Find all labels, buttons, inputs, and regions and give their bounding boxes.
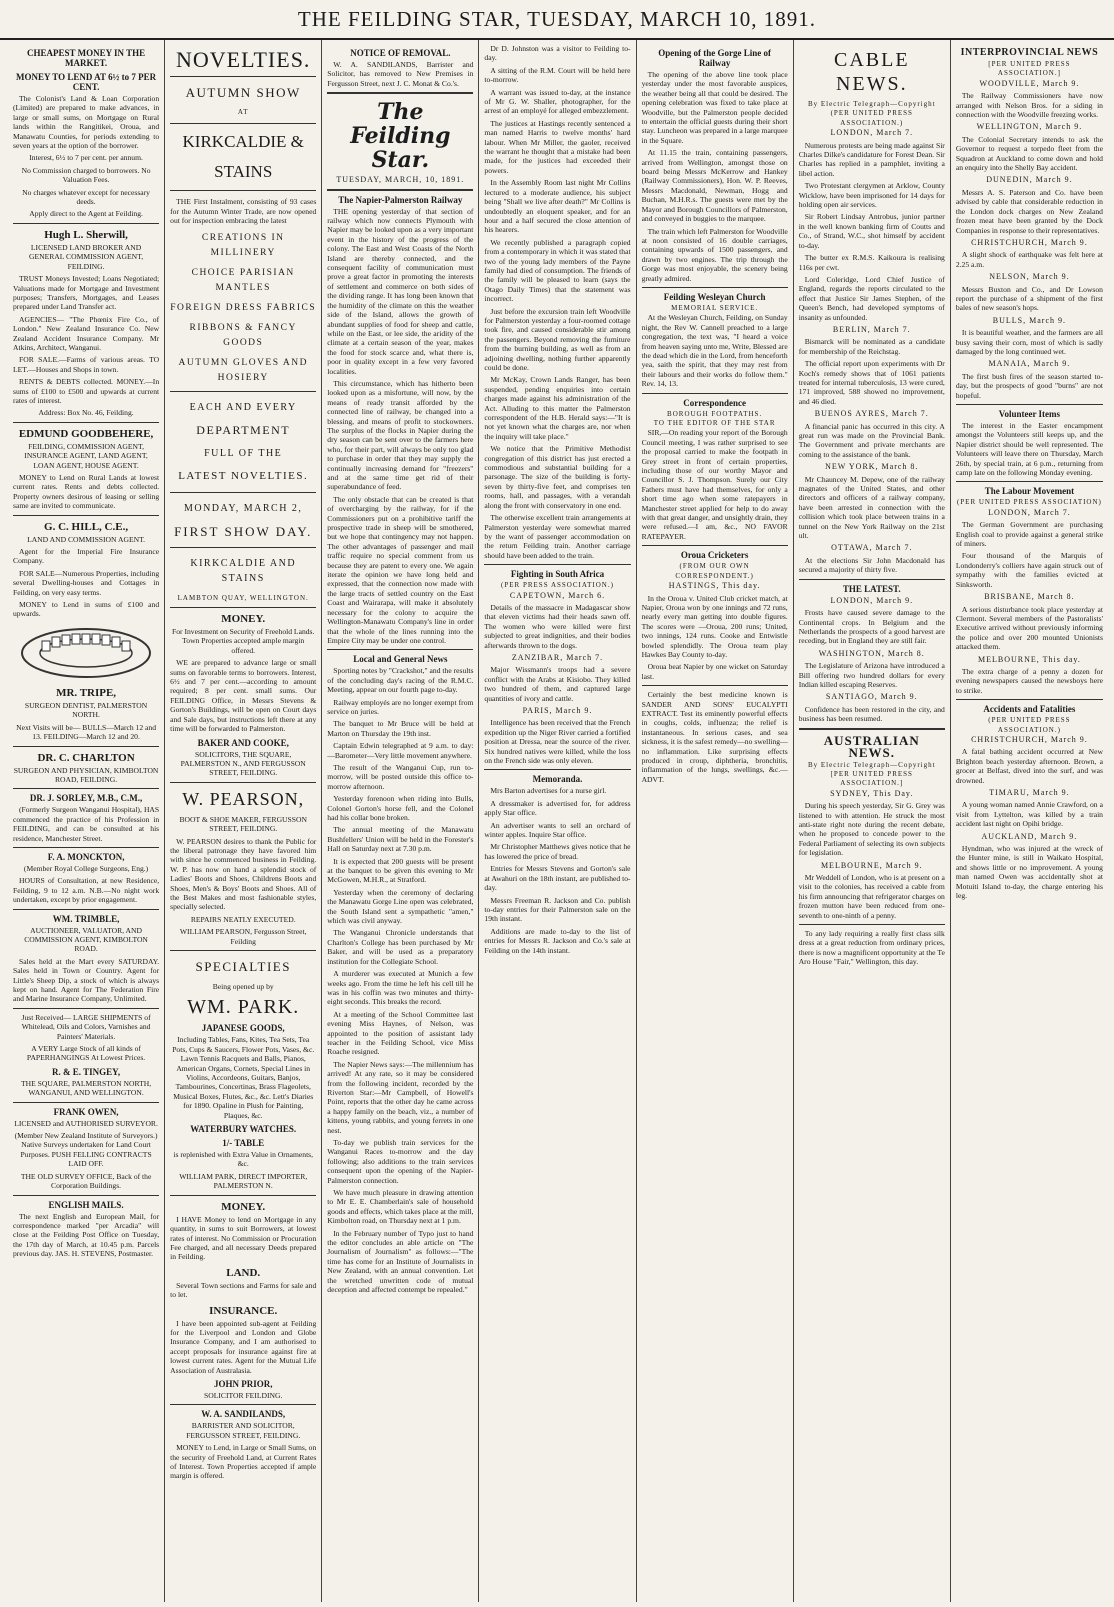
latest-dateline: SANTIAGO, March 9. xyxy=(825,692,918,702)
divider xyxy=(13,746,159,747)
cable-item: The official report upon experiments with Dr Koch's remedy shows that of 1061 patients treated for internal tuberculosis, 13 were cured, 171 improved, 588 showed no improvement, and 46 died. xyxy=(798,359,945,406)
waterbury: WATERBURY WATCHES. xyxy=(190,1124,297,1135)
accidents-item: A fatal bathing accident occurred at New Brighton beach yesterday afternoon. Brown, a grocer at Belfast, dived into the surf, and was drowned. xyxy=(955,747,1103,785)
accidents-dateline: AUCKLAND, March 9. xyxy=(981,831,1078,841)
cable-item: At the elections Sir John Macdonald has secured a majority of thirty five. xyxy=(798,555,945,575)
novelties-heading: NOVELTIES. xyxy=(175,47,311,72)
commission-line: No Commission charged to borrowers. No Valuation Fees. xyxy=(21,165,151,185)
tripe-title: SURGEON DENTIST, PALMERSTON NORTH. xyxy=(24,700,148,720)
news-item: Just before the excursion train left Woodville for Palmerston yesterday a four-roomed cottage took fire, and caused considerable stir among the passengers. Beyond removing the furniture from the burning building, as well as from an adjoining dwelling, nothing further apparently could be done. xyxy=(484,306,631,372)
aus-dateline: MELBOURNE, March 9. xyxy=(820,860,923,870)
sandilands-paragraph: MONEY to Lend, in Large or Small Sums, on the security of Freehold Land, at Current Rates of Interest. Town Properties accepted if ample margin is offered. xyxy=(170,1443,317,1481)
masthead xyxy=(0,0,1114,40)
local-item: Yesterday forenoon when riding into Bulls, Colonel Gorton's horse fell, and the Colonel had his collar bone broken. xyxy=(327,794,474,822)
latest-item: The Legislature of Arizona have introduced a Bill offering two hundred dollars for every Indian killed escaping Reserves. xyxy=(798,661,945,689)
divider xyxy=(170,391,316,392)
africa-dateline: PARIS, March 9. xyxy=(522,706,593,715)
paper-date: TUESDAY, MARCH, 10, 1891. xyxy=(336,175,465,185)
cable-dateline: NEW YORK, March 8. xyxy=(825,462,919,472)
tripe-visits: Next Visits will be— BULLS—March 12 and 13. FEILDING—March 12 and 20. xyxy=(16,722,157,742)
divider xyxy=(484,769,630,770)
money-heading: MONEY. xyxy=(221,613,266,626)
cable-item: Two Protestant clergymen at Arklow, County Wicklow, have been imprisoned for 14 days for holding open air services. xyxy=(798,181,945,210)
each-and-every: EACH AND EVERY xyxy=(189,401,297,413)
aus-source: [PER UNITED PRESS ASSOCIATION.] xyxy=(830,769,913,788)
labour-heading: The Labour Movement xyxy=(984,486,1075,497)
table-paragraph: is replenished with Extra Value in Ornaments, &c. xyxy=(173,1150,314,1169)
accidents-heading: Accidents and Fatalities xyxy=(983,704,1076,715)
news-item: Dr D. Johnston was a visitor to Feilding to-day. xyxy=(484,44,631,63)
divider xyxy=(327,649,473,650)
correspondence-to: TO THE EDITOR OF THE STAR xyxy=(653,419,776,427)
inter-dateline: NELSON, March 9. xyxy=(989,272,1070,282)
local-item: The Wanganui Chronicle understands that Charlton's College has been purchased by Mr Baker, and will be used as a preparatory institution for the Collegiate School. xyxy=(327,928,474,966)
money2-paragraph: I HAVE Money to lend on Mortgage in any quantity, in sums to suit Borrowers, at lowest rates of interest. No Commission or Procuration Fee charged, and all necessary Deeds prepared in Feilding. xyxy=(170,1214,317,1262)
column-3 xyxy=(322,40,479,1602)
memoranda-heading: Memoranda. xyxy=(532,774,583,785)
divider xyxy=(799,924,945,925)
africa-source: (PER PRESS ASSOCIATION.) xyxy=(501,581,614,590)
divider xyxy=(170,76,316,77)
charlton-title: SURGEON AND PHYSICIAN, KIMBOLTON ROAD, FEILDING. xyxy=(13,765,159,784)
cable-item: Lord Coleridge, Lord Chief Justice of England, regards the reports circulated to the effect that Justice Sir James Stephen, of the Queen's Bench, had developed symptoms of insanity as unfounded. xyxy=(798,274,945,322)
aus-item: Mr Weddell of London, who is at present on a visit to the colonies, has received a cable from his firm announcing that refrigerator charges on frozen mutton have been reduced from one-seventh to one-ninth of a penny. xyxy=(798,873,945,920)
oroua-heading: Oroua Cricketers xyxy=(680,550,749,561)
cable-source: (PER UNITED PRESS ASSOCIATION.) xyxy=(830,109,913,127)
inter-item: The Railway Commissioners have now arranged with Nelson Bros. for a siding in connection with the Woodville freezing works. xyxy=(955,91,1103,120)
divider xyxy=(170,950,316,951)
interprovincial-heading: INTERPROVINCIAL NEWS xyxy=(960,47,1099,58)
mails-heading: ENGLISH MAILS. xyxy=(48,1199,124,1210)
novelty-list xyxy=(170,231,316,386)
instalment-paragraph: THE First Instalment, consisting of 93 cases for the Autumn Winter Trade, are now opened out for inspection embracing the latest xyxy=(170,197,317,226)
autumn-show: AUTUMN SHOW xyxy=(185,85,301,100)
aus-item: During his speech yesterday, Sir G. Grey was listened to with attention. He struck the most anti-state right note during the recent debate, when he proposed to concede power to the Federal Parliament of selecting its own subjects for legislation. xyxy=(798,801,945,858)
trimble-paragraph: Sales held at the Mart every SATURDAY. Sales held in Town or Country. Agent for Little's Sheep Dip, a stock of which is always kept on hand. Agent for The Federation Fire and Marine Insurance Company, Unlimited. xyxy=(13,956,160,1004)
labour-item: The German Government are purchasing English coal to provide against a general strike of miners. xyxy=(955,520,1103,549)
news-item: A sitting of the R.M. Court will be held here to-morrow. xyxy=(484,65,631,85)
ks-address: LAMBTON QUAY, WELLINGTON. xyxy=(177,593,309,602)
cable-news-heading: CABLE NEWS. xyxy=(833,49,910,95)
news-item: A warrant was issued to-day, at the instance of Mr G. W. Shaller, photographer, for the arrest of an employé for alleged embezzlement. xyxy=(484,87,631,116)
money-investment: For Investment on Security of Freehold Lands. Town Properties accepted ample margin offered. xyxy=(172,627,315,655)
japanese-paragraph: Including Tables, Fans, Kites, Tea Sets, Tea Pots, Cups & Saucers, Flower Pots, Vases, &c. Lawn Tennis Racquets and Balls, Pianos, American Organs, Cornets, Special Lines in Violins, Accordeons, Guitars, Banjos, Tambourines, Concertinas, Brass Flageolets, Musical Boxes, Flutes, &c., &c. Lett's Diaries for 1890. Opaline in Plush for Painting, Plaques, &c. xyxy=(172,1035,315,1120)
local-item: A murderer was executed at Munich a few weeks ago. From the time he left his cell till he was in his coffin was two minutes and thirty-eight seconds. This breaks the record. xyxy=(327,969,474,1007)
cable-dateline: BERLIN, March 7. xyxy=(832,324,911,334)
charges-line: No charges whatever except for necessary deeds. xyxy=(22,187,150,207)
inter-dateline: WOODVILLE, March 9. xyxy=(979,78,1080,88)
sherwill-name: Hugh L. Sherwill, xyxy=(44,228,128,241)
memo-item: A dressmaker is advertised for, for address apply Star office. xyxy=(484,798,631,818)
pearson-repairs: REPAIRS NEATLY EXECUTED. xyxy=(190,914,296,924)
memo-item: An advertiser wants to sell an orchard of winter apples. Inquire Star office. xyxy=(484,820,631,840)
labour-item: A serious disturbance took place yesterday at Clermont. Several members of the Pastoralists' Executive arrived without previously informing the police and over 200 mounted Unionists attacked them. xyxy=(955,604,1103,652)
divider xyxy=(642,393,788,394)
apply-line: Apply direct to the Agent at Feilding. xyxy=(29,209,143,219)
owen-title: LICENSED and AUTHORISED SURVEYOR. xyxy=(14,1118,158,1128)
hill-sale: FOR SALE—Numerous Properties, including several Dwelling-houses and Cottages in Feilding, on very easy terms. xyxy=(13,568,160,597)
list-item: RIBBONS & FANCY GOODS xyxy=(189,322,297,348)
africa-paragraph: Details of the massacre in Madagascar show that eleven victims had their heads sawn off. The women who were killed were first subjected to great indignities, and their bodies afterwards thrown to the dogs. xyxy=(484,602,631,650)
railway-heading: The Napier-Palmerston Railway xyxy=(338,194,463,205)
local-news-heading: Local and General News xyxy=(353,654,448,665)
survey-office: THE OLD SURVEY OFFICE, Back of the Corporation Buildings. xyxy=(20,1171,152,1191)
local-item: The Napier News says:—The millennium has arrived! At any rate, so it may be considered from the following incident, recorded by the Riverton Star:—Mr Campbell, of Howell's Point, reports that the other day he came across a happy family on the beach, viz., a number of kittens, young rabbits, and young ferrets in one nest. xyxy=(327,1059,474,1135)
labour-dateline: LONDON, March 7. xyxy=(988,507,1071,517)
eucalypti-advertisement: Certainly the best medicine known is SANDER AND SONS' EUCALYPTI EXTRACT. Test its eminently powerful effects in coughs, colds, influenza; the relief is instantaneous. In serious cases, and sea sickness, it is the safest remedy—no swelling—no inflammation. Like surprising effects produced in croup, diphtheria, bronchitis, inflammation of the lungs, swellings, &c.—ADVT. xyxy=(641,690,788,784)
oroua-dateline: HASTINGS, This day. xyxy=(668,581,761,591)
local-item: We have much pleasure in drawing attention to Mr E. E. Chamberlain's sale of household goods and effects, which takes place at the mill, Kimbolton road, on Thursday next at 1 p.m. xyxy=(327,1188,474,1226)
divider xyxy=(327,189,473,191)
dentures-illustration xyxy=(16,625,156,681)
pearson-title: BOOT & SHOE MAKER, FERGUSSON STREET, FEILDING. xyxy=(179,814,307,834)
inter-item: A slight shock of earthquake was felt here at 2.25 a.m. xyxy=(955,250,1103,269)
japanese-goods: JAPANESE GOODS, xyxy=(201,1023,285,1034)
cable-item: Bismarck will be nominated as a candidate for membership of the Reichstag. xyxy=(798,337,945,356)
oroua-paragraph: In the Oroua v. United Club cricket match, at Napier, Oroua won by one innings and 72 runs, nearly every man getting into double figures. The scores were —Oroua, 200 runs; United, two innings, 124 runs. Cooke and Entwistle bowled splendidly. The Oroua team play Hawkes Bay County to-day. xyxy=(641,593,788,659)
volunteer-paragraph: The interest in the Easter encampment amongst the Volunteers still keeps up, and the Napier district should be well represented. The Volunteers will leave there on Thursday, March 26th, by special train, at 6 p.m., returning from camp late on the following Monday evening. xyxy=(955,421,1103,478)
local-item: Captain Edwin telegraphed at 9 a.m. to day:—Barometer—Very little movement anywhere. xyxy=(327,741,474,760)
column-2 xyxy=(165,40,322,1602)
divider xyxy=(13,223,159,224)
wesleyan-paragraph: At the Wesleyan Church, Feilding, on Sunday night, the Rev W. Cannell preached to a large congregation, the text was, "I heard a voice from heaven saying unto me, Write, Blessed are the dead which die in the Lord, from henceforth yea, saith the spirit, that they may rest from their labours and their works do follow them." Rev. 14, 13. xyxy=(641,313,788,389)
gorge-paragraph: The opening of the above line took place yesterday under the most favorable auspices, the weather being all that could be desired. The opening celebration was fixed to take place at Woodville, but the Palmerston people decided to entertain the official guests during their short stay. Luncheon was prepared in a large marquee in the Square. xyxy=(641,70,788,145)
trimble-name: WM. TRIMBLE, xyxy=(52,913,120,924)
removal-paragraph: W. A. SANDILANDS, Barrister and Solicitor, has removed to New Premises in Fergusson Street, next J. C. Monat & Co.'s. xyxy=(327,60,474,88)
inter-item: Messrs Buxton and Co., and Dr Lowson report the purchase of a shipment of the first bales of new season's hops. xyxy=(955,284,1103,313)
latest-item: Frosts have caused severe damage to the Continental crops. In Belgium and the Netherlands the prospects of a good harvest are receding, but in England they are still fair. xyxy=(798,608,945,646)
paper-title: The Feilding Star. xyxy=(350,99,451,174)
list-item: AUTUMN GLOVES AND HOSIERY xyxy=(178,357,308,383)
accidents-item: A young woman named Annie Crawford, on a visit from Lyttelton, was killed by a train accident last night on Opihi bridge. xyxy=(955,800,1103,829)
cable-dateline: LONDON, March 7. xyxy=(830,128,914,138)
removal-heading: NOTICE OF REMOVAL. xyxy=(350,48,451,58)
just-received: Just Received— LARGE SHIPMENTS of Whitelead, Oils and Colors, Varnishes and Painters' Materials. xyxy=(21,1012,151,1041)
divider xyxy=(170,607,316,608)
news-item: Mr McKay, Crown Lands Ranger, has been suspended, pending enquiries into certain charges made against his administration of the Act. Alluding to this matter the Palmerston correspondent of the H.B. Herald says:—"It is not yet known what the charges are, nor when the inquiry will take place." xyxy=(484,375,631,441)
labour-dateline: MELBOURNE, This day. xyxy=(977,654,1081,664)
hill-name: G. C. HILL, C.E., xyxy=(44,520,129,533)
sherwill-title: LICENSED LAND BROKER AND GENERAL COMMISSION AGENT, FEILDING. xyxy=(29,242,144,271)
mails-paragraph: The next English and European Mail, for correspondence marked "per Arcadia" will close at the Feilding Post Office on Tuesday, the 17th day of March, at 10.45 p.m. Parcels previous day. JAS. H. STEVENS, Postmaster. xyxy=(13,1211,160,1259)
divider xyxy=(13,1195,159,1196)
divider xyxy=(642,287,788,288)
hill-money: MONEY to Lend in sums of £100 and upwards. xyxy=(13,600,160,619)
divider xyxy=(642,685,788,686)
railway-paragraph-2: This circumstance, which has hitherto been looked upon as a misfortune, will now, by the means of ready transit afforded by the connected line of railway, be changed into a blessing, and means of profit to stockowners. The surplus of the flocks in Napier during the dry season can be sent over to the farmers here who, for their part, will always be only too glad to purchase in order that they may supply the continually increasing demand for "freezers" and at the same time get rid of their superabundance of feed. xyxy=(327,378,474,492)
labour-dateline: BRISBANE, March 8. xyxy=(984,592,1075,602)
divider xyxy=(13,515,159,516)
pearson-name: W. PEARSON, xyxy=(182,788,305,809)
inter-item: It is beautiful weather, and the farmers are all busy saving their corn, most of which is sadly damaged by the long continued wet. xyxy=(955,328,1103,356)
australian-news-heading: AUSTRALIAN NEWS. xyxy=(823,732,920,760)
column-1 xyxy=(8,40,165,1602)
memo-item: Messrs Freeman R. Jackson and Co. publish to-day entries for their Palmerston sale on the 19th instant. xyxy=(484,895,631,924)
insurance-heading: INSURANCE. xyxy=(209,1304,278,1317)
labour-item: The extra charge of a penny a dozen for evening newspapers caused the newsboys here to strike. xyxy=(955,666,1103,695)
local-item: The annual meeting of the Manawatu Bushfellers' Union will be held in the Forester's Hall on Saturday next at 7.30 p.m. xyxy=(327,825,474,854)
money-paragraph: WE are prepared to advance large or small sums on favorable terms to borrowers. Interest, 6½ and 7 per cent.—according to amount required; 8 per cent. small sums. Our FEILDING Office, in Messrs Stevens & Gorton's Buildings, will be open on Court days and Sale days, but instructions left there at any time will be forwarded to Palmerston. xyxy=(170,658,317,734)
sandilands-name: W. A. SANDILANDS, xyxy=(201,1409,286,1420)
africa-heading: Fighting in South Africa xyxy=(510,569,605,580)
divider xyxy=(13,788,159,789)
tingey-title: THE SQUARE, PALMERSTON NORTH, WANGANUI, AND WELLINGTON. xyxy=(21,1078,152,1098)
divider xyxy=(484,564,630,565)
correspondence-subheading: BOROUGH FOOTPATHS. xyxy=(667,409,763,418)
goodbehere-title: FEILDING, COMMISSION AGENT, INSURANCE AGENT, LAND AGENT, LOAN AGENT, HOUSE AGENT. xyxy=(24,441,148,470)
cable-by: By Electric Telegraph—Copyright xyxy=(807,100,936,108)
park-name: WM. PARK. xyxy=(187,996,300,1019)
accidents-dateline: TIMARU, March 9. xyxy=(989,788,1070,797)
inter-dateline: MANAIA, March 9. xyxy=(988,359,1071,369)
sherwill-agencies: AGENCIES— "The Phœnix Fire Co., of London." New Zealand Insurance Co. New Zealand Accident Insurance Company. Mr Atkins, Architect, Wanganui. xyxy=(13,314,160,352)
aus-by: By Electric Telegraph—Copyright xyxy=(807,760,936,769)
cable-item: A financial panic has occurred in this city. A great run was made on the Provincial Bank. The Government and private merchants are coming to the assistance of the bank. xyxy=(798,421,945,459)
divider xyxy=(13,1102,159,1103)
inter-dateline: BULLS, March 9. xyxy=(992,315,1067,325)
pearson-paragraph: W. PEARSON desires to thank the Public for the liberal patronage they have favored him with since he commenced business in Feilding. W. P. has now on hand a splendid stock of Ladies' Boots and Shoes, Childrens Boots and Shoes, Men's & Boys' Boots and Shoes. All of the Best Makes and most fashionable styles, specially selected. xyxy=(170,836,317,912)
full-of-the: FULL OF THE xyxy=(204,447,283,459)
page-columns xyxy=(8,40,1108,1602)
hill-agent: Agent for the Imperial Fire Insurance Company. xyxy=(13,547,160,566)
hill-title: LAND AND COMMISSION AGENT. xyxy=(27,534,146,544)
kirkcaldie-heading: KIRKCALDIE & STAINS xyxy=(170,123,316,191)
aus-dateline: SYDNEY, This Day. xyxy=(830,788,914,798)
local-item: Sporting notes by "Crackshot," and the results of the concluding day's racing of the R.M.C. Meeting, appear on our fourth page to-day. xyxy=(327,666,474,695)
monday-date: MONDAY, MARCH 2, xyxy=(183,502,303,514)
trimble-title: AUCTIONEER, VALUATOR, AND COMMISSION AGENT, KIMBOLTON ROAD. xyxy=(24,925,148,954)
list-item: CHOICE PARISIAN MANTLES xyxy=(191,267,295,293)
department: DEPARTMENT xyxy=(196,422,291,437)
oroua-paragraph-2: Oroua beat Napier by one wicket on Saturday last. xyxy=(641,662,788,681)
sherwill-trust: TRUST Moneys Invested; Loans Negotiated; Valuations made for Mortgage and Investment purposes; Transfers, Mortgages, and Leases prepared under Land Transfer act. xyxy=(13,274,160,312)
specialties-heading: SPECIALTIES xyxy=(195,959,291,974)
sherwill-sale: FOR SALE.—Farms of various areas. TO LET.—Houses and Shops in town. xyxy=(13,355,160,374)
table-label: 1/- TABLE xyxy=(222,1138,265,1149)
sandilands-title: BARRISTER AND SOLICITOR, FERGUSSON STREET, FEILDING. xyxy=(186,1421,301,1440)
news-item: We recently published a paragraph copied from a contemporary in which it was stated that two of the young lady members of the Payne family had died of consumption. The friends of the family will be pleased to learn (says the Otago Daily Times) that the statement was incorrect. xyxy=(484,237,631,304)
divider xyxy=(956,404,1103,405)
interest-line: Interest, 6½ to 7 per cent. per annum. xyxy=(29,153,143,163)
cable-item: Mr Chauncey M. Depew, one of the railway magnates of the United States, and other directors and officers of a railway company, have been arrested in connection with the collision which took place between trains in a tunnel on the New York Railway on the 21st ult. xyxy=(798,474,945,541)
accidents-item: Hyndman, who was injured at the wreck of the Hunter mine, is still in Waikato Hospital, and shows little or no improvement. A young man named Owen was accidentally shot at Motuiti Island to-day, the charge entering his leg. xyxy=(955,844,1103,901)
volunteer-heading: Volunteer Items xyxy=(998,409,1061,419)
inter-item: Messrs A. S. Paterson and Co. have been advised by cable that considerable reduction in the London dock charges on New Zealand frozen meat have been granted by the Dock Companies in response to their representatives. xyxy=(955,187,1103,235)
latest-novelties: LATEST NOVELTIES. xyxy=(178,469,309,482)
at-label: AT xyxy=(237,108,249,116)
column-5 xyxy=(637,40,794,1602)
money-to-lend-heading: MONEY TO LEND AT 6½ to 7 PER CENT. xyxy=(16,72,157,92)
latest-heading: THE LATEST. xyxy=(842,583,901,594)
inter-source: [PER UNITED PRESS ASSOCIATION.] xyxy=(988,60,1071,78)
inter-item: The first bush fires of the season started to-day, but the prospects of good "burns" are not hopeful. xyxy=(955,371,1103,400)
pearson-footer: WILLIAM PEARSON, Fergusson Street, Feilding xyxy=(179,927,307,946)
goodbehere-name: EDMUND GOODBEHERE, xyxy=(18,427,154,440)
labour-source: (PER UNITED PRESS ASSOCIATION) xyxy=(956,498,1102,507)
divider xyxy=(799,579,945,580)
railway-paragraph-1: THE opening yesterday of that section of railway which now connects Plymouth with Napier may be looked upon as a very important event in the history of the progress of the colony. The East and West Coasts of the North Island are thereby connected, and the consequent facility of communication must prove a great factor in promoting the interests of settlement and commerce on both sides of the dividing range. It has long been known that the humidity of the climate on this the weather side of the Island, allows the growth of abundant supplies of food for sheep and cattle, while on the East, or lee side, the aridity of the climate at a certain season of the year, makes the food for stock scarce and, what there is, poor in quality except in a few very favored localities. xyxy=(327,206,474,376)
prior-name: JOHN PRIOR, xyxy=(213,1378,273,1389)
correspondence-letter: SIR,—On reading your report of the Borough Council meeting, I was rather surprised to see the proposal carried to make the footpath in Grey street in front of certain properties, including those of our worthy Mayor and Councillor S. J. Thompson. Surely our City Fathers must have had themselves, for only a short time ago when some ratepayers in Manchester street applied for help to do away with that great danger, and unsightly drain, they were refused.—I am, &c., NO FAVOR RATEPAYER. xyxy=(641,428,788,541)
local-item: It is expected that 200 guests will be present at the banquet to be given this evening to Mr McGowen, M.H.R., at Stratford. xyxy=(327,856,474,885)
local-item: To-day we publish train services for the Wanganui Races to-morrow and the day following; also additions to the train services consequent upon the opening of the Napier-Palmerston connection. xyxy=(327,1138,474,1185)
correspondence-heading: Correspondence xyxy=(683,397,747,408)
divider xyxy=(327,92,473,94)
africa-paragraph: Major Wissmann's troops had a severe conflict with the Arabs at Kisiobo. They killed two hundred of them, and captured large quantities of ivory and cattle. xyxy=(484,665,631,703)
africa-dateline: ZANZIBAR, March 7. xyxy=(511,652,604,662)
land-paragraph: Several Town sections and Farms for sale and to let. xyxy=(170,1280,317,1300)
inter-dateline: CHRISTCHURCH, March 9. xyxy=(971,237,1088,247)
baker-name: BAKER AND COOKE, xyxy=(197,737,289,748)
cable-item: Numerous protests are being made against Sir Charles Dilke's candidature for Forest Dean. Sir Charles has replied in a pamphlet, inviting a libel action. xyxy=(798,140,945,178)
wesleyan-subheading: MEMORIAL SERVICE. xyxy=(671,303,759,312)
memo-item: Additions are made to-day to the list of entries for Messrs R. Jackson and Co.'s sale at Feilding on the 14th instant. xyxy=(484,926,631,955)
paperhangings: A VERY Large Stock of all kinds of PAPERHANGINGS At Lowest Prices. xyxy=(26,1044,146,1063)
column-6 xyxy=(794,40,951,1602)
list-item: FOREIGN DRESS FABRICS xyxy=(170,302,317,313)
list-item: CREATIONS IN MILLINERY xyxy=(201,232,285,258)
inter-dateline: WELLINGTON, March 9. xyxy=(976,122,1083,132)
memo-item: Entries for Messrs Stevens and Gorton's sale at Awahuri on the 18th instant, are published to-day. xyxy=(484,864,631,893)
opened-by: Being opened up by xyxy=(212,982,274,991)
news-item: The otherwise excellent train arrangements at Palmerston yesterday were somewhat marred by the want of passenger accommodation on the return Feilding train. Another carriage should have been added to the train. xyxy=(484,513,631,560)
monckton-name: F. A. MONCKTON, xyxy=(47,851,125,862)
park-footer: WILLIAM PARK, DIRECT IMPORTER, PALMERSTON N. xyxy=(179,1171,308,1191)
gorge-heading: Opening of the Gorge Line of Railway xyxy=(658,48,771,68)
latest-dateline: WASHINGTON, March 8. xyxy=(818,648,925,658)
goodbehere-paragraph: MONEY to Lend on Rural Lands at lowest current rates. Rents and debts collected. Property owners desirous of leasing or selling same are invited to communicate. xyxy=(13,473,160,511)
charlton-name: DR. C. CHARLTON xyxy=(37,751,135,764)
wesleyan-heading: Feilding Wesleyan Church xyxy=(663,291,766,302)
local-item: Yesterday when the ceremony of declaring the Manawatu Gorge Line open was celebrated, the South Island sent a sympathetic "amen," which was civil anyway. xyxy=(327,887,474,926)
local-item: The banquet to Mr Bruce will be held at Marton on Thursday the 19th inst. xyxy=(327,719,474,738)
te-aro-advertisement: To any lady requiring a really first class silk dress at a great reduction from ordinary prices, there is now a magnificent opportunity at the Te Aro House "Fair," Wellington, this day. xyxy=(798,929,945,967)
cable-item: The butter ex R.M.S. Kaikoura is realising 116s per cwt. xyxy=(798,253,945,272)
land-heading: LAND. xyxy=(226,1266,261,1279)
divider xyxy=(642,545,788,546)
baker-title: SOLICITORS, THE SQUARE, PALMERSTON N., AND FERGUSSON STREET, FEILDING. xyxy=(180,749,306,778)
monckton-title: (Member Royal College Surgeons, Eng.) xyxy=(23,863,149,873)
divider xyxy=(170,492,316,493)
news-item: We notice that the Primitive Methodist congregation of this district has just erected a commodious and substantial building for a parsonage. The size of the building is forty-seven by thirty-five feet, and comprises ten rooms, hall, and passages, with a verandah along the front with conservatory in one end. xyxy=(484,444,631,510)
divider xyxy=(13,847,159,848)
local-item: Railway employés are no longer exempt from service on juries. xyxy=(327,697,474,716)
divider xyxy=(170,1404,316,1405)
column-4 xyxy=(479,40,636,1602)
labour-item: Four thousand of the Marquis of Londonderry's colliers have again struck out of sympathy with the families evicted at Sinksworth. xyxy=(955,551,1103,589)
cheap-money-heading: CHEAPEST MONEY IN THE MARKET. xyxy=(27,48,146,68)
latest-item: Confidence has been restored in the city, and business has been resumed. xyxy=(798,704,945,724)
cable-dateline: OTTAWA, March 7. xyxy=(831,543,913,553)
inter-dateline: DUNEDIN, March 9. xyxy=(986,175,1073,185)
owen-paragraph: (Member New Zealand Institute of Surveyors.) Native Surveys undertaken for Land Court Purposes. PUSH FELLING CONTRACTS LAID OFF. xyxy=(14,1131,158,1169)
inter-item: The Colonial Secretary intends to ask the Governor to request a torpedo fleet from the Squadron at Auckland to come down and hold an enquiry into the Shelly Bay accident. xyxy=(955,134,1103,173)
gorge-paragraph: At 11.15 the train, containing passengers, arrived from Wellington, amongst those on board being Messrs McKerrow and Hankey (Railway Commissioners), Hon. W. P. Reeves, Messrs Macdonald, Newman, Hogg and Buchan, M.H.R.s. The guests were met by the Mayor and Borough Councillors of Palmerston, and conveyed in buggies to the marquee. xyxy=(641,148,788,224)
divider xyxy=(13,909,159,910)
monckton-paragraph: HOURS of Consultation, at new Residence, Feilding, 9 to 12 a.m. N.B.—No night work undertaken, except by prior engagement. xyxy=(13,876,160,905)
divider xyxy=(956,481,1103,482)
latest-dateline: LONDON, March 9. xyxy=(830,595,914,605)
prior-title: SOLICITOR FEILDING. xyxy=(204,1390,283,1400)
insurance-paragraph: I have been appointed sub-agent at Feilding for the Liverpool and London and Globe Insurance Company, and I am authorised to accept proposals for insurance against fire at lowest current rates. Agent for the Mutual Life Association of Australasia. xyxy=(170,1318,317,1375)
africa-dateline: CAPETOWN, March 6. xyxy=(509,590,606,600)
local-item: The result of the Wanganui Cup, run to-morrow, will be posted outside this office to-morrow afternoon. xyxy=(327,762,474,791)
news-item: In the Assembly Room last night Mr Collins lectured to a moderate audience, his subject being "Shall we live after death?" Mr Collins is undoubtedly an eloquent speaker, and for an hour and a half secured the close attention of his hearers. xyxy=(484,178,631,235)
colonists-paragraph: The Colonist's Land & Loan Corporation (Limited) are prepared to make advances, in large or small sums, on Mortgage on Rural lands within the Rangitikei, Oroua, and Manawatu Counties, for periods extending to seven years at the option of the borrower. xyxy=(13,94,160,151)
divider xyxy=(13,1008,159,1009)
divider xyxy=(170,782,316,783)
cable-item: Sir Robert Lindsay Antrobus, junior partner in the well known banking firm of Coutts and Co., of Strand, W.C., shot himself by accident to-day. xyxy=(798,212,945,250)
cable-dateline: BUENOS AYRES, March 7. xyxy=(814,409,929,419)
tripe-name: MR. TRIPE, xyxy=(56,686,117,699)
money2-heading: MONEY. xyxy=(221,1200,266,1213)
memo-item: Mrs Barton advertises for a nurse girl. xyxy=(490,786,607,796)
first-show-day: FIRST SHOW DAY. xyxy=(174,523,313,539)
accidents-dateline: CHRISTCHURCH, March 9. xyxy=(971,734,1088,744)
divider xyxy=(13,422,159,423)
divider xyxy=(170,547,316,548)
divider xyxy=(170,1195,316,1196)
local-item: In the February number of Typo just to hand the editor concludes an able article on "The Journalism of Journalism" as follows:—"The time has come for an Institute of Journalists in New Zealand, with an annual convention. Let the wretched unwritten code of mutual deception and affected contempt be repealed." xyxy=(327,1228,474,1295)
local-item: At a meeting of the School Committee last evening Miss Haynes, of Nelson, was appointed to the position of assistant lady teacher in the Feilding School, vice Miss Roache resigned. xyxy=(327,1009,474,1057)
accidents-source: (PER UNITED PRESS ASSOCIATION.) xyxy=(988,716,1071,734)
sherwill-rents: RENTS & DEBTS collected. MONEY.—In sums of £100 to £500 and upwards at current rates of interest. xyxy=(13,377,160,405)
africa-paragraph: Intelligence has been received that the French expedition up the Niger River carried a fortified position at Dressa, near the source of the river. Six hundred natives were killed, while the loss on the French side was only eleven. xyxy=(484,718,631,766)
sorley-name: DR. J. SORLEY, M.B., C.M., xyxy=(29,793,143,804)
column-7 xyxy=(951,40,1108,1602)
owen-name: FRANK OWEN, xyxy=(53,1106,119,1117)
memo-item: Mr Christopher Matthews gives notice that he has lowered the price of bread. xyxy=(484,842,631,861)
divider xyxy=(956,699,1103,700)
sherwill-address: Address: Box No. 46, Feilding. xyxy=(38,408,134,418)
gorge-paragraph: The train which left Palmerston for Woodville at noon consisted of 16 double carriages, containing upwards of 1500 passengers, and drawn by two engines. The trip through the Gorge was most enjoyable, the scenery being greatly admired. xyxy=(641,226,788,283)
newspaper-header: THE FEILDING STAR, TUESDAY, MARCH 10, 1891. xyxy=(297,6,817,31)
railway-paragraph-3: The only obstacle that can be created is that of overcharging by the railway, for if the Commissioners put on a prohibitive tariff the prospective trade in sheep will be smothered, but we hope that contingency may not happen. The other advantages of passenger and mail traffic require no special comment from us because they are patent to every one. We again iterate the opinion we have long held and expressed, that the connection now made with the large tracts of settled country on the East Coast and Wairarapa, will make it absolutely necessary for the colony to acquire the Wellington-Manawatu Company's line in order that the whole of the lines running into the Empire City may be under one control. xyxy=(327,494,474,645)
sorley-paragraph: (Formerly Surgeon Wanganui Hospital), HAS commenced the practice of his Profession in FEILDING, and can be consulted at his residence, Manchester Street. xyxy=(13,805,160,843)
tingey-name: R. & E. TINGEY, xyxy=(52,1066,121,1077)
divider xyxy=(799,728,945,730)
oroua-source: (FROM OUR OWN CORRESPONDENT.) xyxy=(675,562,754,580)
ks-footer: KIRKCALDIE AND STAINS xyxy=(190,557,297,584)
news-item: The justices at Hastings recently sentenced a man named Harris to twelve months' hard labour. When Mr Miller, the gaoler, received the warrant he thought that a mistake had been made, for the justices had exceeded their powers. xyxy=(484,118,631,175)
